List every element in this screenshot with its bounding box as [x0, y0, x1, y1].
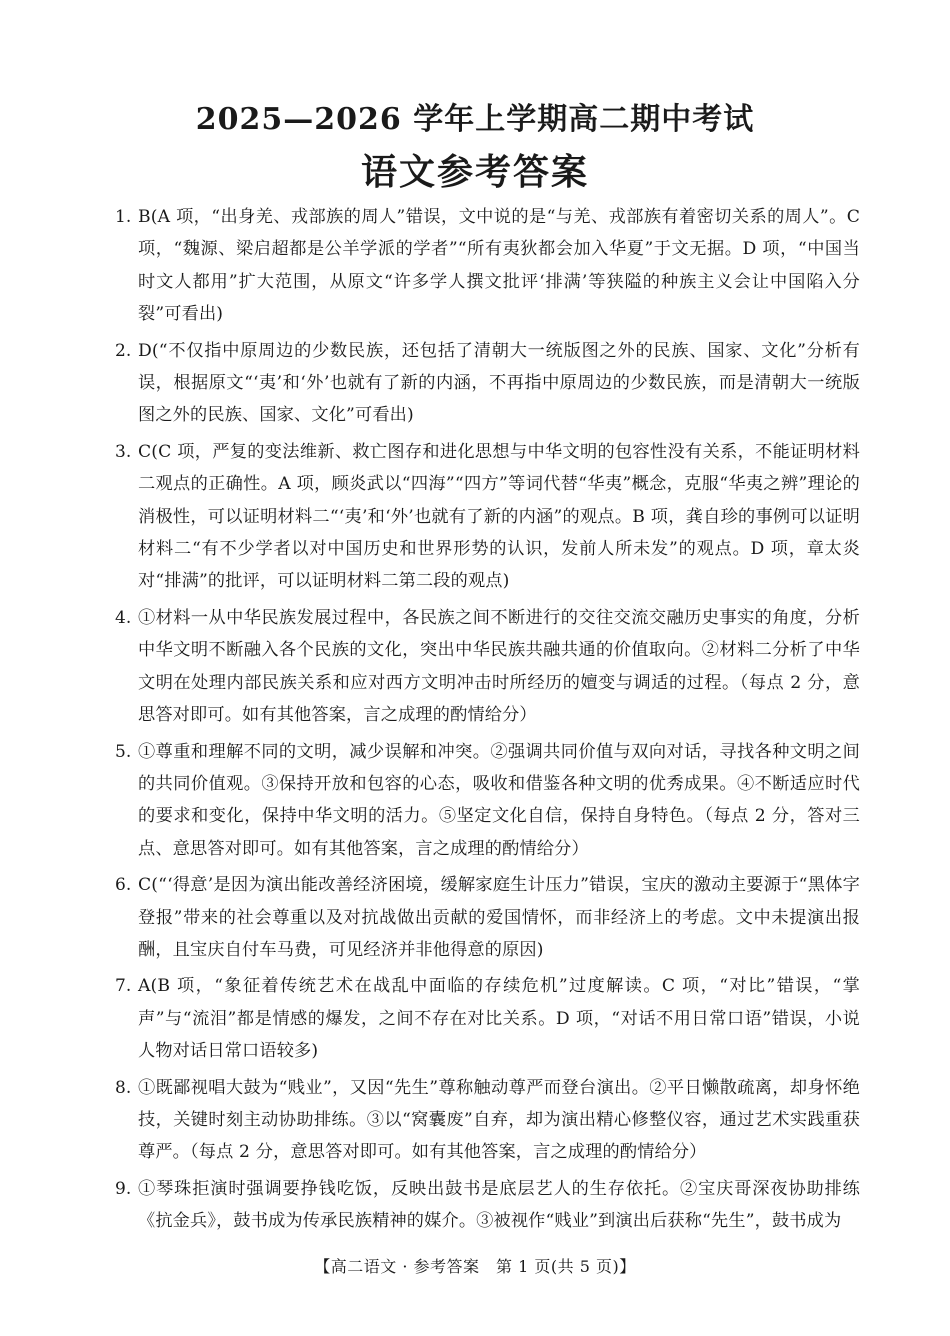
answer-number: 1.	[115, 207, 132, 227]
answer-text: C(C 项，严复的变法维新、救亡图存和进化思想与中华文明的包容性没有关系，不能证明材料二观点的正确性。A 项，顾炎武以“四海”“四方”等词代替“华夷”概念，克服“华夷之辨”理论的消极性，可以证明材料二“‘夷’和‘外’也就有了新的内涵”的观点。B 项，龚自珍的事例可以证明材料二“有不少学者以对中国历史和世界形势的认识，发前人所未发”的观点。D 项，章太炎对“排满”的批评，可以证明材料二第二段的观点)	[138, 441, 860, 592]
answer-item	[0, 970, 950, 1067]
answer-item	[0, 335, 950, 432]
page-subtitle: 语文参考答案	[360, 151, 589, 193]
answer-text: B(A 项，“出身羌、戎部族的周人”错误，文中说的是“与羌、戎部族有着密切关系的周人”。C 项，“魏源、梁启超都是公羊学派的学者”“所有夷狄都会加入华夏”于文无据。D 项，“中国当时文人都用”扩大范围，从原文“许多学人撰文批评‘排满’等狭隘的种族主义会让中国陷入分裂”可看出)	[138, 207, 860, 325]
page-footer: 【高二语文 · 参考答案 第 1 页(共 5 页)】	[314, 1257, 636, 1276]
answer-text: ①材料一从中华民族发展过程中，各民族之间不断进行的交往交流交融历史事实的角度，分析中华文明不断融入各个民族的文化，突出中华民族共融共通的价值取向。②材料二分析了中华文明在处理内部民族关系和应对西方文明冲击时所经历的嬗变与调适的过程。（每点 2 分，意思答对即可。如有其他答案，言之成理的酌情给分）	[138, 607, 860, 726]
answer-number: 2.	[115, 340, 132, 361]
answer-list	[0, 201, 950, 1242]
answer-text: D(“不仅指中原周边的少数民族，还包括了清朝大一统版图之外的民族、国家、文化”分析有误，根据原文“‘夷’和‘外’也就有了新的内涵，不再指中原周边的少数民族，而是清朝大一统版图之外的民族、国家、文化”可看出)	[138, 340, 860, 426]
answer-text: ①琴珠拒演时强调要挣钱吃饭，反映出鼓书是底层艺人的生存依托。②宝庆哥深夜协助排练《抗金兵》，鼓书成为传承民族精神的媒介。③被视作“贱业”到演出后获称“先生”，鼓书成为	[138, 1178, 860, 1232]
answer-item	[0, 1173, 950, 1238]
answer-item	[0, 201, 950, 331]
answer-text: A(B 项，“象征着传统艺术在战乱中面临的存续危机”过度解读。C 项，“对比”错误，“掌声”与“流泪”都是情感的爆发，之间不存在对比关系。D 项，“对话不用日常口语”错误，小说人物对话日常口语较多)	[138, 976, 860, 1062]
answer-item	[0, 602, 950, 732]
answer-number: 8.	[115, 1077, 132, 1098]
answer-number: 3.	[115, 441, 132, 462]
answer-item	[0, 869, 950, 966]
page-title: 2025—2026 学年上学期高二期中考试	[195, 102, 755, 137]
answer-number: 4.	[115, 607, 132, 628]
answer-text: ①既鄙视唱大鼓为“贱业”，又因“先生”尊称触动尊严而登台演出。②平日懒散疏离，却身怀绝技，关键时刻主动协助排练。③以“窝囊废”自弃，却为演出精心修整仪容，通过艺术实践重获尊严。（每点 2 分，意思答对即可。如有其他答案，言之成理的酌情给分）	[138, 1077, 860, 1163]
answer-number: 9.	[115, 1178, 132, 1199]
answer-item	[0, 1072, 950, 1169]
answer-number: 7.	[115, 976, 132, 997]
answer-number: 5.	[115, 741, 132, 762]
answer-text: ①尊重和理解不同的文明，减少误解和冲突。②强调共同价值与双向对话，寻找各种文明之间的共同价值观。③保持开放和包容的心态，吸收和借鉴各种文明的优秀成果。④不断适应时代的要求和变化，保持中华文明的活力。⑤坚定文化自信，保持自身特色。（每点 2 分，答对三点、意思答对即可。如有其他答案，言之成理的酌情给分）	[138, 741, 860, 859]
answer-text: C(“‘得意’是因为演出能改善经济困境，缓解家庭生计压力”错误，宝庆的激动主要源于“黑体字登报”带来的社会尊重以及对抗战做出贡献的爱国情怀，而非经济上的考虑。文中未提演出报酬，且宝庆自付车马费，可见经济并非他得意的原因)	[138, 875, 860, 960]
answer-item	[0, 736, 950, 866]
answer-number: 6.	[115, 875, 132, 896]
answer-item	[0, 436, 950, 598]
